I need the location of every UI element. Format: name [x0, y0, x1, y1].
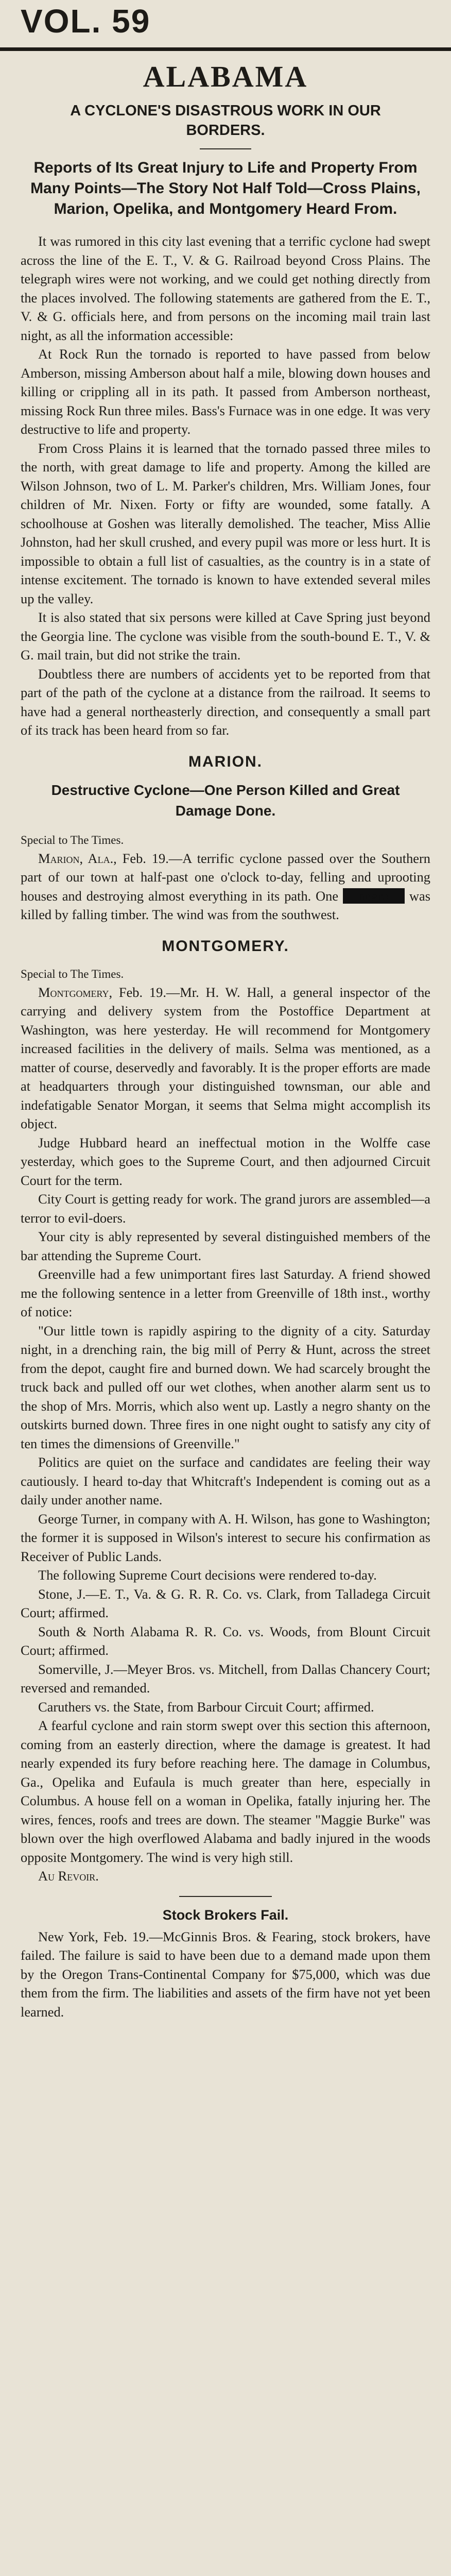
dateline: Marion, Ala.,	[38, 850, 117, 866]
section-heading-brokers: Stock Brokers Fail.	[162, 1907, 289, 1923]
paragraph: At Rock Run the tornado is reported to have passed from below Amberson, missing Amberson about half a mile, blowing down houses and killing or crippling all in its path. It passed from Amberson northeast, missing Rock Run three miles. Bass's Furnace was in one edge. It was very destructive to life and property.	[21, 346, 430, 437]
paragraph: "Our little town is rapidly aspiring to the dignity of a city. Saturday night, in a drenching rain, the big mill of Perry & Hunt, across the street from the depot, caught fire and burned down. We had scarcely brought the truck back and pulled off our wet clothes, when another alarm sent us to the shop of Mrs. Morris, which also went up. Lastly a negro shanty on the outskirts burned down. Three fires in one night ought to satisfy any city of ten times the dimensions of Greenville."	[21, 1323, 430, 1451]
paragraph: Your city is ably represented by several distinguished members of the bar attending the Supreme Court.	[21, 1229, 430, 1263]
paragraph: Judge Hubbard heard an ineffectual motion in the Wolffe case yesterday, which goes to the Supreme Court, and then adjourned Circuit Court for the term.	[21, 1134, 430, 1188]
paragraph	[21, 849, 430, 924]
article-title: ALABAMA	[143, 60, 308, 93]
brokers-body	[21, 1927, 430, 2022]
section-divider	[179, 1896, 272, 1897]
montgomery-body	[21, 983, 430, 1886]
paragraph: Somerville, J.—Meyer Bros. vs. Mitchell, from Dallas Chancery Court; reversed and remanded.	[21, 1661, 430, 1696]
paragraph: Greenville had a few unimportant fires last Saturday. A friend showed me the following sentence in a letter from Greenville of 18th inst., worthy of notice:	[21, 1266, 430, 1319]
paragraph: It is also stated that six persons were killed at Cave Spring just beyond the Georgia line. The cyclone was visible from the south-bound E. T., V. & G. mail train, but did not strike the train.	[21, 609, 430, 663]
text: Feb. 19.—A terrific cyclone passed over the Southern part of our town at half-past one o'clock to-day, felling and uprooting houses and destroying almost everything in its path. One	[21, 850, 430, 904]
volume-masthead: VOL. 59	[21, 3, 151, 40]
marion-body	[21, 849, 430, 924]
paragraph: Caruthers vs. the State, from Barbour Circuit Court; affirmed.	[38, 1699, 374, 1715]
paragraph: South & North Alabama R. R. Co. vs. Woods, from Blount Circuit Court; affirmed.	[21, 1623, 430, 1658]
paragraph: A fearful cyclone and rain storm swept over this section this afternoon, coming from an easterly direction, where the damage is greatest. It had nearly expended its fury before reaching here. The damage in Columbus, Ga., Opelika and Eufaula is much greater than here, especially in Columbus. A house fell on a woman in Opelika, fatally injuring her. The wires, fences, roofs and trees are down. The steamer "Maggie Burke" was blown over the high overflowed Alabama and badly injured in the woods opposite Montgomery. The wind is very high still.	[21, 1718, 430, 1865]
paragraph: It was rumored in this city last evening that a terrific cyclone had swept across the line of the E. T., V. & G. Railroad beyond Cross Plains. The telegraph wires were not working, and we could get nothing directly from the places involved. The following statements are gathered from the E. T., V. & G. officials here, and from persons on the incoming mail train last night, as all the information accessible:	[21, 233, 430, 343]
article-deck-secondary: Reports of Its Great Injury to Life and Property From Many Points—The Story Not Half Told—Cross Plains, Marion, Opelika, and Montgomery Heard From.	[30, 159, 421, 217]
article-deck-primary: A CYCLONE'S DISASTROUS WORK IN OUR BORDERS.	[70, 103, 381, 139]
section-heading-marion: MARION.	[188, 753, 263, 770]
deck-divider	[200, 148, 251, 149]
special-to-times-label: Special to The Times.	[21, 833, 124, 846]
redaction-bar: negro	[343, 888, 405, 904]
paragraph	[21, 983, 430, 1133]
paragraph: Stone, J.—E. T., Va. & G. R. R. Co. vs. Clark, from Talladega Circuit Court; affirmed.	[21, 1586, 430, 1620]
paragraph: New York, Feb. 19.—McGinnis Bros. & Fearing, stock brokers, have failed. The failure is said to have been due to a demand made upon them by the Oregon Trans-Continental Company for $75,000, which was due them from the firm. The liabilities and assets of the firm have not yet been learned.	[21, 1928, 430, 2020]
paragraph: City Court is getting ready for work. The grand jurors are assembled—a terror to evil-doers.	[21, 1191, 430, 1226]
special-to-times-label: Special to The Times.	[21, 967, 124, 980]
text: Feb. 19.—Mr. H. W. Hall, a general inspector of the carrying and delivery system from the Postoffice Department at Washington, was here yesterday. He will recommend for Montgomery increased facilities in the delivery of mails. Selma was mentioned, as a matter of course, deservedly and favorably. It is the proper efforts are made at headquarters through your distinguished townsman, our able and indefatigable Senator Morgan, it seems that Selma might accomplish its object.	[21, 984, 430, 1131]
paragraph: From Cross Plains it is learned that the tornado passed three miles to the north, with great damage to life and property. Among the killed are Wilson Johnson, two of L. M. Parker's children, Mrs. William Jones, four children of Mr. Nixen. Forty or fifty are wounded, some fatally. A schoolhouse at Goshen was literally demolished. The teacher, Miss Allie Johnston, had her skull crushed, and every pupil was more or less hurt. It is impossible to obtain a full list of casualties, as the country is in a state of intense excitement. The tornado is known to have extended several miles up the valley.	[21, 440, 430, 606]
signoff: Au Revoir.	[38, 1868, 99, 1884]
dateline: Montgomery,	[38, 984, 113, 1000]
paragraph: George Turner, in company with A. H. Wilson, has gone to Washington; the former it is supposed in Wilson's interest to secure his confirmation as Receiver of Public Lands.	[21, 1511, 430, 1564]
text: was killed by falling timber. The wind was from the southwest.	[21, 888, 431, 922]
paragraph: Doubtless there are numbers of accidents yet to be reported from that part of the path of the cyclone at a distance from the railroad. It seems to have had a general northeasterly direction, and consequently a small part of its track has been heard from so far.	[21, 666, 430, 738]
section-heading-montgomery: MONTGOMERY.	[162, 937, 289, 955]
section-deck-marion: Destructive Cyclone—One Person Killed and Great Damage Done.	[51, 782, 400, 819]
masthead-rule	[0, 47, 451, 51]
paragraph: The following Supreme Court decisions were rendered to-day.	[38, 1567, 377, 1583]
paragraph: Politics are quiet on the surface and candidates are feeling their way cautiously. I heard to-day that Whitcraft's Independent is coming out as a daily under another name.	[21, 1454, 430, 1507]
article-body	[21, 232, 430, 740]
